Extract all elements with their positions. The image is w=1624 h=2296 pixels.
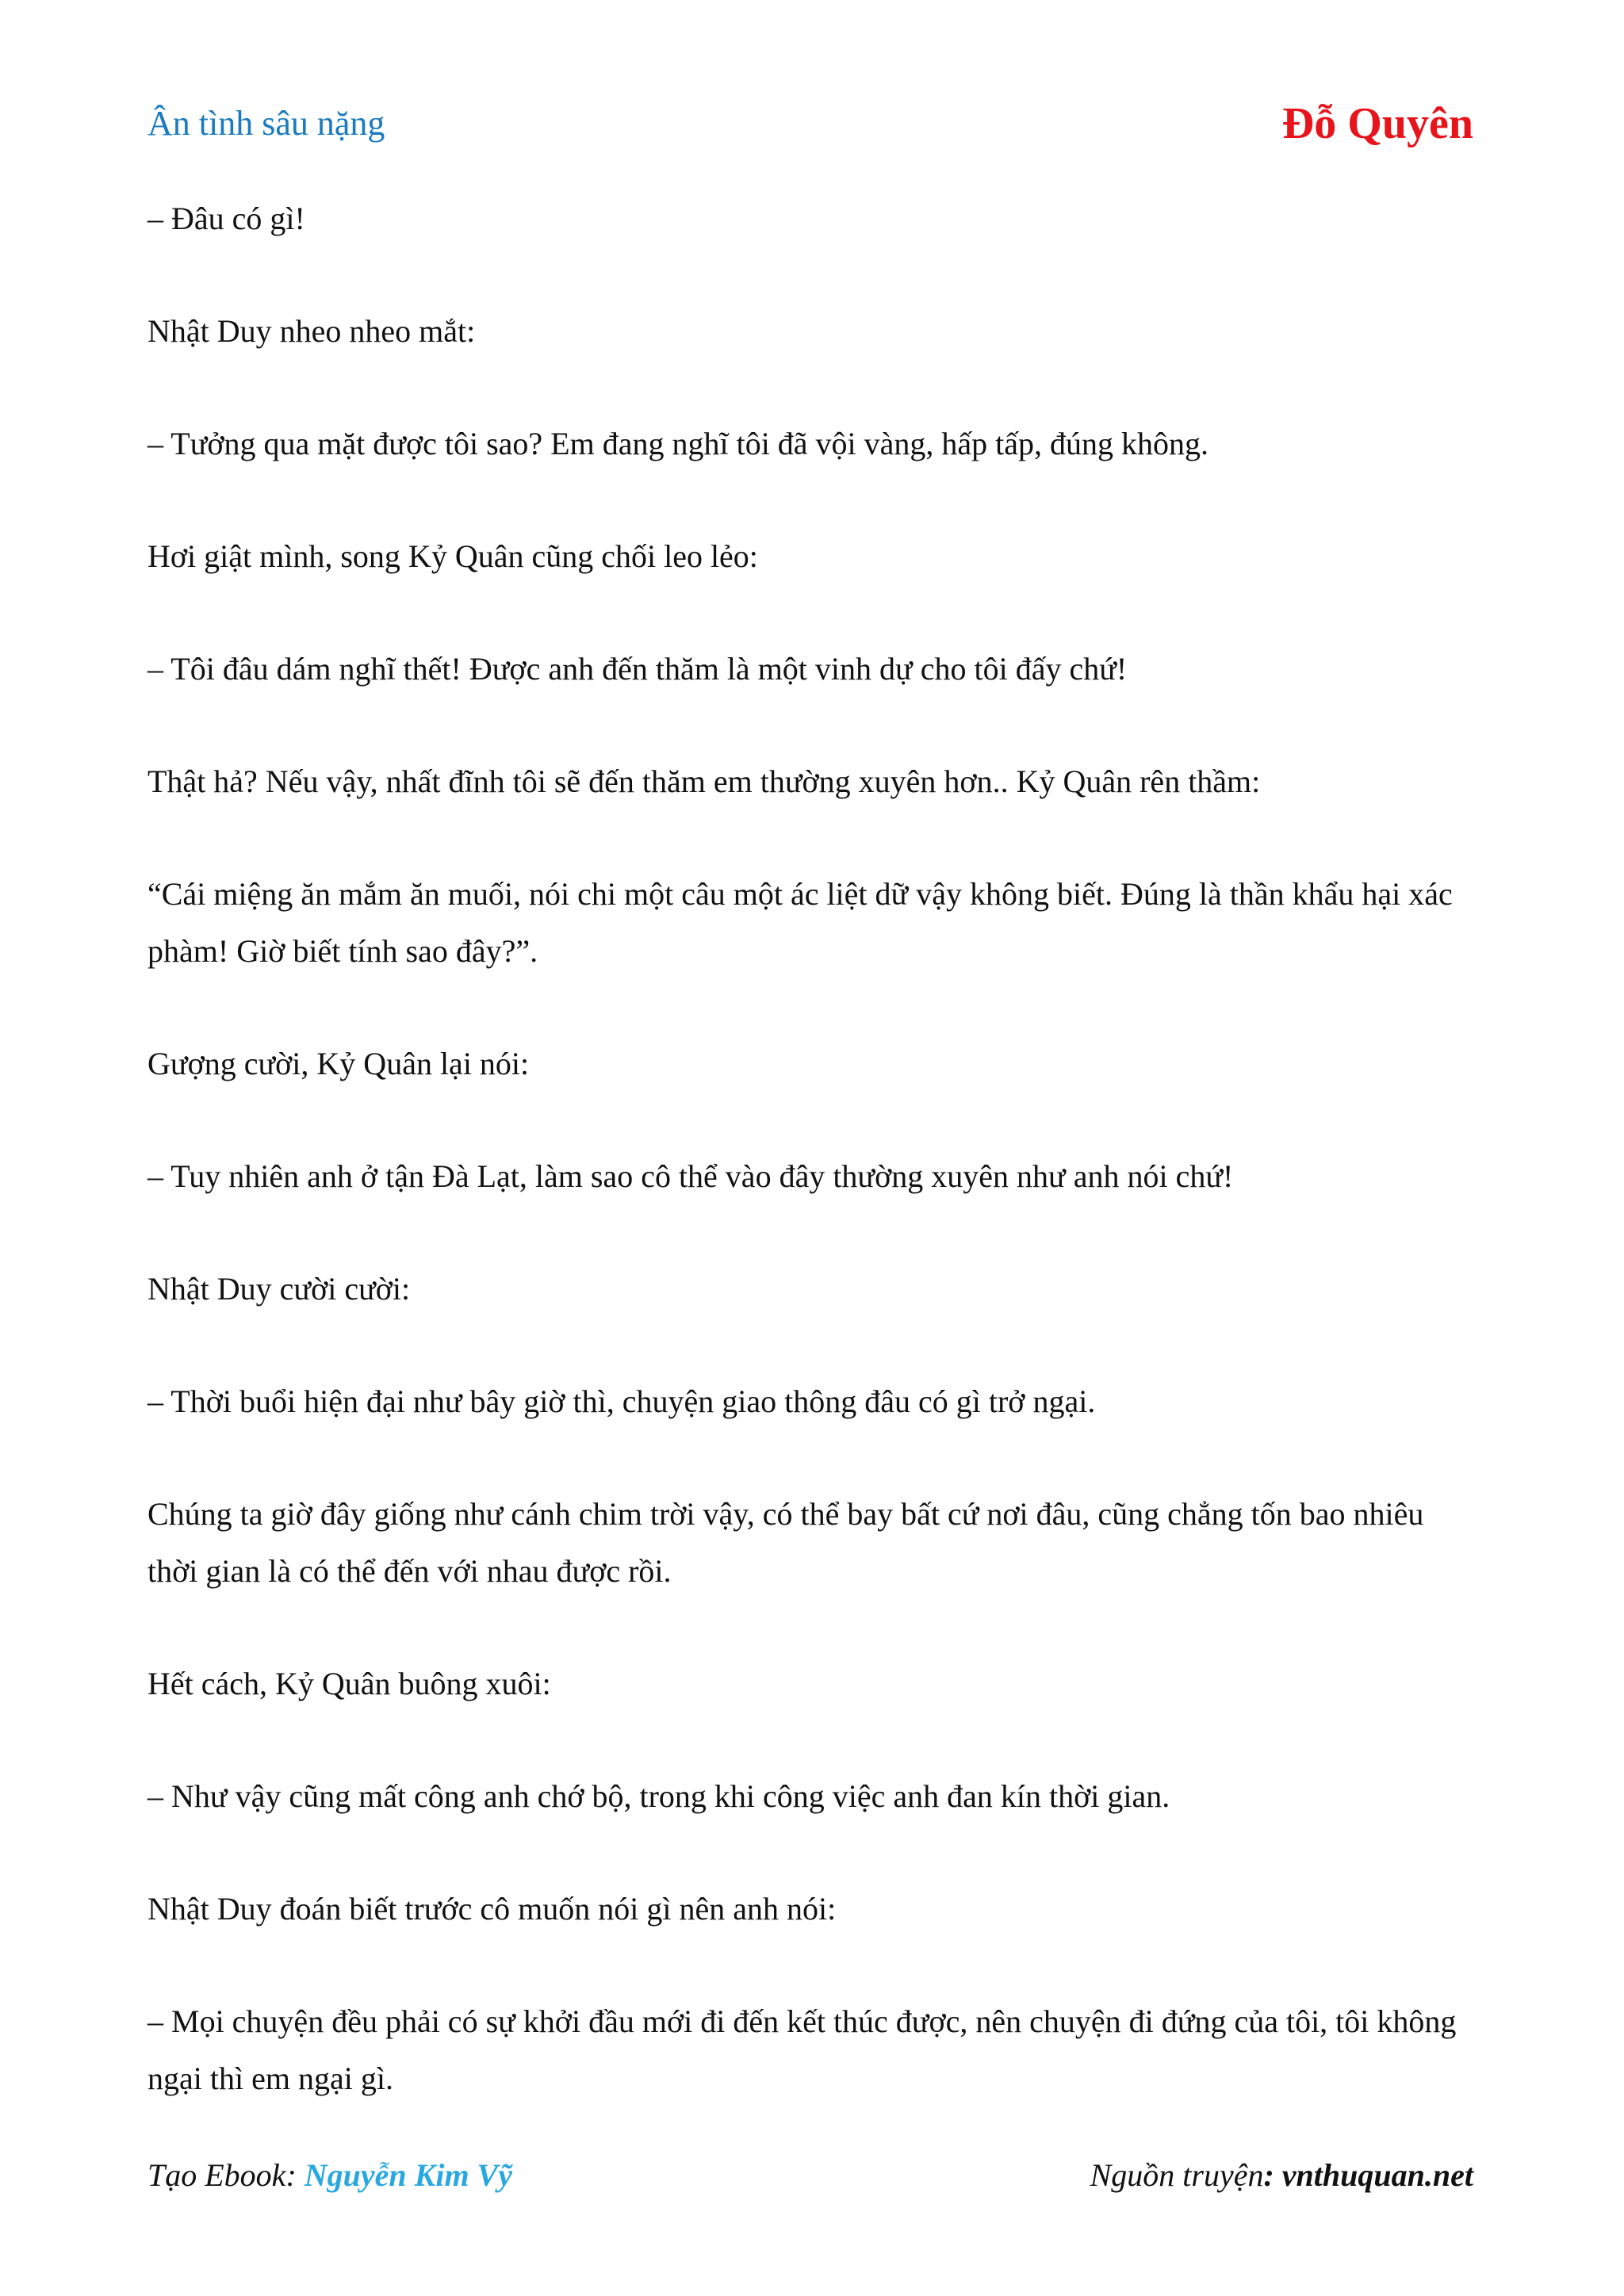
paragraph: – Mọi chuyện đều phải có sự khởi đầu mới đi đến kết thúc được, nên chuyện đi đứng của tôi, tôi không ngại thì em ngại gì. <box>147 2003 1457 2096</box>
paragraph: Nhật Duy cười cười: <box>147 1271 411 1307</box>
paragraph: – Thời buổi hiện đại như bây giờ thì, chuyện giao thông đâu có gì trở ngại. <box>147 1383 1096 1419</box>
source-label: Nguồn truyện <box>1090 2157 1264 2193</box>
author-name: Đỗ Quyên <box>1281 99 1473 148</box>
story-text <box>147 190 1477 2163</box>
paragraph: – Tưởng qua mặt được tôi sao? Em đang nghĩ tôi đã vội vàng, hấp tấp, đúng không. <box>147 426 1209 461</box>
paragraph: – Đâu có gì! <box>147 201 305 236</box>
book-title: Ân tình sâu nặng <box>147 104 385 143</box>
paragraph: Gượng cười, Kỷ Quân lại nói: <box>147 1046 530 1081</box>
paragraph: Hơi giật mình, song Kỷ Quân cũng chối leo lẻo: <box>147 538 758 574</box>
paragraph: – Tôi đâu dám nghĩ thết! Được anh đến thăm là một vinh dự cho tôi đấy chứ! <box>147 651 1128 687</box>
source-site: vnthuquan.net <box>1281 2157 1473 2193</box>
paragraph: Thật hả? Nếu vậy, nhất đĩnh tôi sẽ đến thăm em thường xuyên hơn.. Kỷ Quân rên thầm: <box>147 763 1261 799</box>
ebook-creator: Nguyễn Kim Vỹ <box>304 2157 512 2193</box>
paragraph: Nhật Duy nheo nheo mắt: <box>147 313 476 349</box>
paragraph: – Như vậy cũng mất công anh chớ bộ, trong khi công việc anh đan kín thời gian. <box>147 1778 1170 1814</box>
paragraph: Nhật Duy đoán biết trước cô muốn nói gì nên anh nói: <box>147 1891 837 1927</box>
paragraph: Hết cách, Kỷ Quân buông xuôi: <box>147 1666 551 1701</box>
paragraph: – Tuy nhiên anh ở tận Đà Lạt, làm sao cô thể vào đây thường xuyên như anh nói chứ! <box>147 1158 1234 1194</box>
source-credit: Nguồn truyện: vnthuquan.net <box>1090 2157 1473 2193</box>
paragraph: Chúng ta giờ đây giống như cánh chim trời vậy, có thể bay bất cứ nơi đâu, cũng chẳng tốn bao nhiêu thời gian là có thể đến với nhau được rồi. <box>147 1496 1424 1589</box>
ebook-credit: Tạo Ebook: Nguyễn Kim Vỹ <box>147 2157 512 2193</box>
paragraph: “Cái miệng ăn mắm ăn muối, nói chi một câu một ác liệt dữ vậy không biết. Đúng là thần khẩu hại xác phàm! Giờ biết tính sao đây?”. <box>147 876 1453 969</box>
ebook-label: Tạo Ebook <box>147 2157 286 2193</box>
